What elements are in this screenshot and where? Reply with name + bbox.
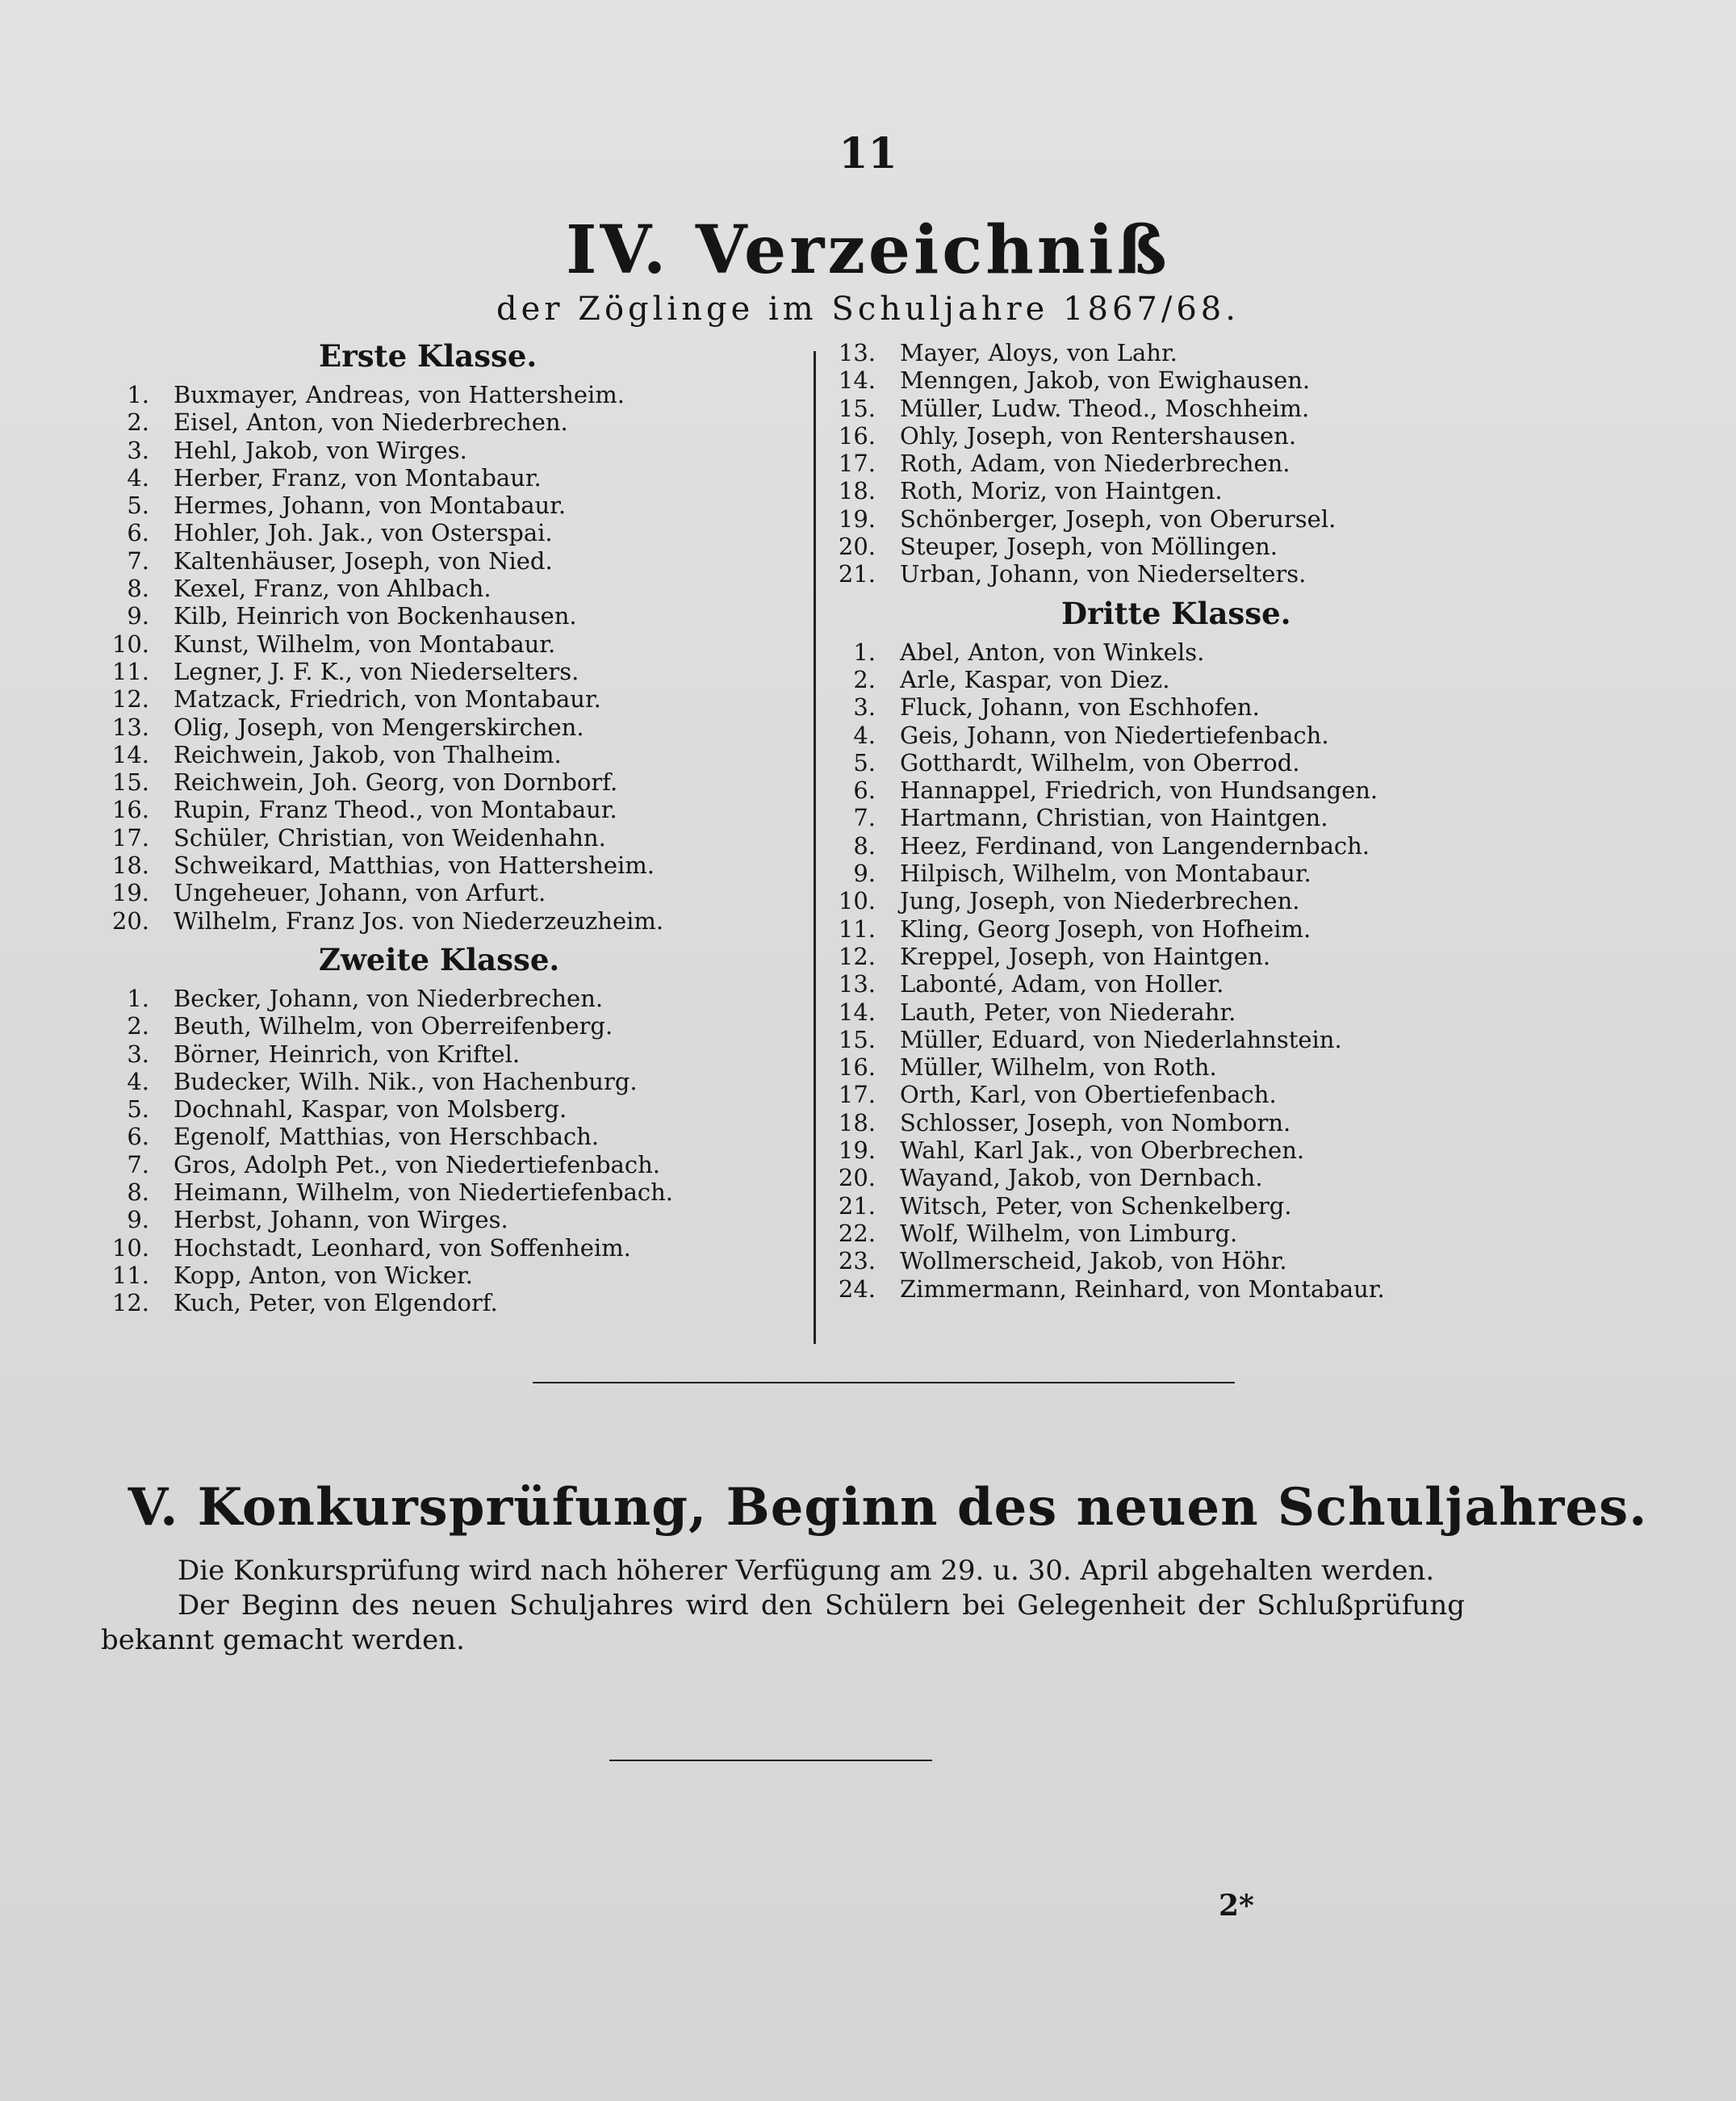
- entry-number: 17.: [838, 450, 876, 478]
- entry-number: 15.: [838, 1025, 876, 1053]
- list-item: [819, 1192, 1675, 1220]
- entry-name: Schlosser, Joseph, von Nomborn.: [900, 1108, 1291, 1136]
- entry-name: Schweikard, Matthias, von Hattersheim.: [174, 852, 655, 880]
- erste-klasse-list: [105, 381, 807, 935]
- list-item: [105, 464, 807, 492]
- entry-number: 12.: [111, 1289, 149, 1317]
- signature-mark: 2*: [1219, 1889, 1254, 1923]
- list-item: [105, 1178, 807, 1206]
- list-item: [819, 339, 1675, 366]
- list-item: [105, 879, 807, 906]
- list-item: [819, 749, 1675, 776]
- entry-number: 13.: [838, 339, 876, 366]
- entry-number: 21.: [838, 1191, 876, 1220]
- list-item: [105, 1040, 807, 1068]
- list-item: [105, 768, 807, 796]
- entry-number: 9.: [127, 1206, 149, 1234]
- list-item: [105, 1234, 807, 1262]
- entry-name: Hermes, Johann, von Montabaur.: [174, 492, 567, 520]
- entry-number: 20.: [838, 1164, 876, 1192]
- list-item: [819, 533, 1675, 560]
- entry-name: Labonté, Adam, von Holler.: [900, 970, 1224, 998]
- entry-name: Legner, J. F. K., von Niederselters.: [174, 657, 579, 685]
- entry-number: 7.: [127, 1150, 149, 1178]
- entry-name: Hartmann, Christian, von Haintgen.: [900, 804, 1328, 832]
- list-item: [105, 985, 807, 1012]
- entry-number: 1.: [127, 984, 149, 1012]
- entry-name: Heimann, Wilhelm, von Niedertiefenbach.: [174, 1178, 673, 1207]
- list-item: [105, 714, 807, 741]
- list-item: [819, 477, 1675, 504]
- entry-name: Kilb, Heinrich von Bockenhausen.: [174, 602, 577, 630]
- entry-number: 3.: [127, 436, 149, 464]
- list-item: [819, 1247, 1675, 1274]
- entry-name: Ungeheuer, Johann, von Arfurt.: [174, 879, 546, 907]
- entry-number: 7.: [853, 804, 876, 832]
- entry-number: 20.: [111, 906, 149, 935]
- list-item: [819, 832, 1675, 860]
- entry-number: 16.: [838, 421, 876, 450]
- entry-number: 19.: [838, 504, 876, 533]
- list-item: [105, 492, 807, 519]
- entry-name: Witsch, Peter, von Schenkelberg.: [900, 1191, 1292, 1220]
- list-item: [819, 366, 1675, 394]
- entry-name: Herbst, Johann, von Wirges.: [174, 1206, 508, 1234]
- list-item: [819, 505, 1675, 533]
- entry-name: Menngen, Jakob, von Ewighausen.: [900, 366, 1311, 395]
- entry-number: 3.: [127, 1040, 149, 1068]
- entry-name: Hehl, Jakob, von Wirges.: [174, 436, 467, 464]
- entry-number: 17.: [838, 1081, 876, 1109]
- entry-name: Wayand, Jakob, von Dernbach.: [900, 1164, 1263, 1192]
- entry-name: Schüler, Christian, von Weidenhahn.: [174, 823, 606, 852]
- list-item: [819, 1053, 1675, 1081]
- dritte-klasse-list: [819, 638, 1675, 1303]
- left-column: [105, 331, 807, 1317]
- entry-name: Eisel, Anton, von Niederbrechen.: [174, 408, 568, 437]
- entry-name: Zimmermann, Reinhard, von Montabaur.: [900, 1274, 1385, 1303]
- entry-number: 14.: [838, 998, 876, 1026]
- entry-name: Kaltenhäuser, Joseph, von Nied.: [174, 546, 553, 575]
- list-item: [105, 519, 807, 546]
- entry-number: 10.: [838, 887, 876, 915]
- list-item: [819, 722, 1675, 749]
- entry-number: 8.: [853, 831, 876, 860]
- list-item: [819, 776, 1675, 804]
- entry-number: 5.: [127, 1095, 149, 1124]
- zweite-klasse-continued-list: [819, 339, 1675, 588]
- list-item: [105, 658, 807, 685]
- entry-number: 15.: [111, 768, 149, 797]
- list-item: [105, 1151, 807, 1178]
- entry-number: 6.: [127, 1123, 149, 1151]
- entry-name: Kunst, Wilhelm, von Montabaur.: [174, 630, 556, 658]
- list-item: [105, 852, 807, 879]
- list-item: [819, 970, 1675, 998]
- list-item: [105, 1262, 807, 1289]
- entry-name: Fluck, Johann, von Eschhofen.: [900, 693, 1260, 722]
- list-item: [819, 666, 1675, 693]
- entry-number: 10.: [111, 630, 149, 658]
- list-item: [819, 860, 1675, 887]
- list-item: [105, 437, 807, 464]
- dritte-klasse-heading: Dritte Klasse.: [1061, 595, 1291, 631]
- entry-name: Börner, Heinrich, von Kriftel.: [174, 1040, 521, 1068]
- section-v-paragraph-2: Der Beginn des neuen Schuljahres wird den Schülern bei Gelegenheit der Schlußprüfung bekannt gemacht werden.: [101, 1589, 1465, 1656]
- entry-name: Roth, Moriz, von Haintgen.: [900, 477, 1223, 505]
- list-item: [819, 638, 1675, 666]
- entry-name: Wolf, Wilhelm, von Limburg.: [900, 1219, 1238, 1247]
- entry-number: 11.: [838, 914, 876, 943]
- entry-name: Ohly, Joseph, von Rentershausen.: [900, 421, 1297, 450]
- entry-number: 9.: [127, 602, 149, 630]
- entry-number: 14.: [111, 740, 149, 768]
- entry-number: 9.: [853, 860, 876, 888]
- entry-number: 8.: [127, 1178, 149, 1207]
- entry-number: 10.: [111, 1233, 149, 1262]
- list-item: [819, 804, 1675, 831]
- entry-name: Mayer, Aloys, von Lahr.: [900, 339, 1178, 366]
- entry-number: 16.: [111, 796, 149, 824]
- entry-name: Matzack, Friedrich, von Montabaur.: [174, 685, 601, 714]
- entry-name: Kreppel, Joseph, von Haintgen.: [900, 942, 1271, 970]
- entry-name: Gros, Adolph Pet., von Niedertiefenbach.: [174, 1150, 660, 1178]
- entry-name: Schönberger, Joseph, von Oberursel.: [900, 504, 1337, 533]
- entry-number: 20.: [838, 533, 876, 561]
- entry-number: 18.: [838, 477, 876, 505]
- entry-number: 19.: [838, 1136, 876, 1165]
- entry-name: Beuth, Wilhelm, von Oberreifenberg.: [174, 1012, 613, 1040]
- entry-name: Kexel, Franz, von Ahlbach.: [174, 575, 492, 603]
- entry-name: Kling, Georg Joseph, von Hofheim.: [900, 914, 1311, 943]
- entry-name: Müller, Ludw. Theod., Moschheim.: [900, 394, 1310, 422]
- list-item: [819, 998, 1675, 1026]
- entry-name: Orth, Karl, von Obertiefenbach.: [900, 1081, 1277, 1109]
- list-item: [819, 943, 1675, 970]
- list-item: [819, 1275, 1675, 1303]
- list-item: [105, 1012, 807, 1040]
- list-item: [819, 1081, 1675, 1108]
- list-item: [819, 422, 1675, 450]
- entry-number: 5.: [127, 492, 149, 520]
- entry-name: Geis, Johann, von Niedertiefenbach.: [900, 721, 1329, 749]
- list-item: [105, 685, 807, 713]
- list-item: [819, 1164, 1675, 1191]
- list-item: [819, 693, 1675, 721]
- list-item: [819, 450, 1675, 477]
- list-item: [105, 1123, 807, 1150]
- entry-number: 6.: [853, 776, 876, 805]
- entry-number: 2.: [127, 408, 149, 437]
- section-v-paragraph-1: Die Konkursprüfung wird nach höherer Verfügung am 29. u. 30. April abgehalten werden.: [178, 1555, 1435, 1587]
- list-item: [105, 575, 807, 602]
- list-item: [105, 602, 807, 630]
- section-v-title: V. Konkursprüfung, Beginn des neuen Schuljahres.: [128, 1477, 1648, 1538]
- entry-number: 5.: [853, 748, 876, 776]
- section-v-text: [101, 1554, 1465, 1658]
- list-item: [105, 796, 807, 823]
- entry-number: 6.: [127, 519, 149, 547]
- column-divider: [814, 351, 816, 1344]
- erste-klasse-heading: Erste Klasse.: [319, 338, 538, 374]
- entry-name: Jung, Joseph, von Niederbrechen.: [900, 887, 1300, 915]
- entry-number: 7.: [127, 546, 149, 575]
- entry-name: Lauth, Peter, von Niederahr.: [900, 998, 1236, 1026]
- entry-name: Müller, Wilhelm, von Roth.: [900, 1053, 1217, 1082]
- entry-number: 4.: [853, 721, 876, 749]
- list-item: [105, 1289, 807, 1316]
- entry-name: Wilhelm, Franz Jos. von Niederzeuzheim.: [174, 906, 664, 935]
- list-item: [105, 1068, 807, 1095]
- list-item: [105, 741, 807, 768]
- entry-number: 19.: [111, 879, 149, 907]
- entry-name: Arle, Kaspar, von Diez.: [900, 665, 1170, 693]
- entry-number: 14.: [838, 366, 876, 395]
- entry-name: Dochnahl, Kaspar, von Molsberg.: [174, 1095, 567, 1124]
- entry-name: Urban, Johann, von Niederselters.: [900, 560, 1307, 588]
- entry-name: Becker, Johann, von Niederbrechen.: [174, 984, 604, 1012]
- list-item: [819, 915, 1675, 943]
- entry-name: Gotthardt, Wilhelm, von Oberrod.: [900, 748, 1300, 776]
- entry-number: 4.: [127, 463, 149, 492]
- section-iv-title: IV. Verzeichniß: [566, 211, 1170, 289]
- entry-name: Hilpisch, Wilhelm, von Montabaur.: [900, 860, 1311, 888]
- list-item: [819, 1136, 1675, 1164]
- entry-name: Rupin, Franz Theod., von Montabaur.: [174, 796, 617, 824]
- entry-name: Kopp, Anton, von Wicker.: [174, 1261, 473, 1289]
- entry-number: 1.: [127, 381, 149, 408]
- entry-name: Budecker, Wilh. Nik., von Hachenburg.: [174, 1067, 638, 1095]
- entry-number: 24.: [838, 1274, 876, 1303]
- entry-name: Wahl, Karl Jak., von Oberbrechen.: [900, 1136, 1305, 1165]
- entry-name: Herber, Franz, von Montabaur.: [174, 463, 542, 492]
- entry-number: 12.: [838, 942, 876, 970]
- entry-name: Kuch, Peter, von Elgendorf.: [174, 1289, 498, 1317]
- entry-name: Roth, Adam, von Niederbrechen.: [900, 450, 1290, 478]
- section-iv-subtitle: der Zöglinge im Schuljahre 1867/68.: [496, 291, 1240, 328]
- entry-name: Hannappel, Friedrich, von Hundsangen.: [900, 776, 1378, 805]
- entry-number: 12.: [111, 685, 149, 714]
- right-column: [819, 339, 1675, 1303]
- entry-name: Abel, Anton, von Winkels.: [900, 638, 1205, 666]
- entry-name: Olig, Joseph, von Mengerskirchen.: [174, 713, 584, 741]
- entry-name: Egenolf, Matthias, von Herschbach.: [174, 1123, 600, 1151]
- list-item: [819, 887, 1675, 914]
- entry-number: 13.: [111, 713, 149, 741]
- section-separator: [533, 1382, 1235, 1383]
- entry-number: 18.: [111, 852, 149, 880]
- list-item: [105, 824, 807, 852]
- entry-name: Buxmayer, Andreas, von Hattersheim.: [174, 381, 625, 408]
- zweite-klasse-heading: Zweite Klasse.: [319, 941, 560, 977]
- list-item: [819, 395, 1675, 422]
- list-item: [819, 560, 1675, 588]
- list-item: [819, 1220, 1675, 1247]
- entry-name: Wollmerscheid, Jakob, von Höhr.: [900, 1247, 1287, 1275]
- entry-name: Heez, Ferdinand, von Langendernbach.: [900, 831, 1370, 860]
- entry-number: 4.: [127, 1067, 149, 1095]
- entry-number: 11.: [111, 657, 149, 685]
- entry-number: 11.: [111, 1261, 149, 1289]
- entry-name: Hochstadt, Leonhard, von Soffenheim.: [174, 1233, 631, 1262]
- list-item: [105, 1095, 807, 1123]
- list-item: [819, 1026, 1675, 1053]
- entry-number: 2.: [853, 665, 876, 693]
- entry-number: 2.: [127, 1012, 149, 1040]
- entry-name: Steuper, Joseph, von Möllingen.: [900, 533, 1278, 561]
- entry-name: Müller, Eduard, von Niederlahnstein.: [900, 1025, 1342, 1053]
- list-item: [105, 381, 807, 408]
- entry-number: 1.: [853, 638, 876, 666]
- list-item: [105, 630, 807, 658]
- list-item: [105, 907, 807, 935]
- entry-number: 23.: [838, 1247, 876, 1275]
- entry-name: Reichwein, Joh. Georg, von Dornborf.: [174, 768, 618, 797]
- entry-number: 16.: [838, 1053, 876, 1082]
- entry-name: Hohler, Joh. Jak., von Osterspai.: [174, 519, 553, 547]
- entry-number: 18.: [838, 1108, 876, 1136]
- entry-number: 22.: [838, 1219, 876, 1247]
- entry-number: 15.: [838, 394, 876, 422]
- zweite-klasse-list: [105, 985, 807, 1317]
- list-item: [105, 547, 807, 575]
- list-item: [105, 1206, 807, 1233]
- list-item: [105, 408, 807, 436]
- entry-name: Reichwein, Jakob, von Thalheim.: [174, 740, 562, 768]
- entry-number: 13.: [838, 970, 876, 998]
- page-number: 11: [839, 129, 897, 178]
- entry-number: 21.: [838, 560, 876, 588]
- list-item: [819, 1109, 1675, 1136]
- entry-number: 17.: [111, 823, 149, 852]
- closing-rule: [609, 1760, 932, 1761]
- entry-number: 8.: [127, 575, 149, 603]
- entry-number: 3.: [853, 693, 876, 722]
